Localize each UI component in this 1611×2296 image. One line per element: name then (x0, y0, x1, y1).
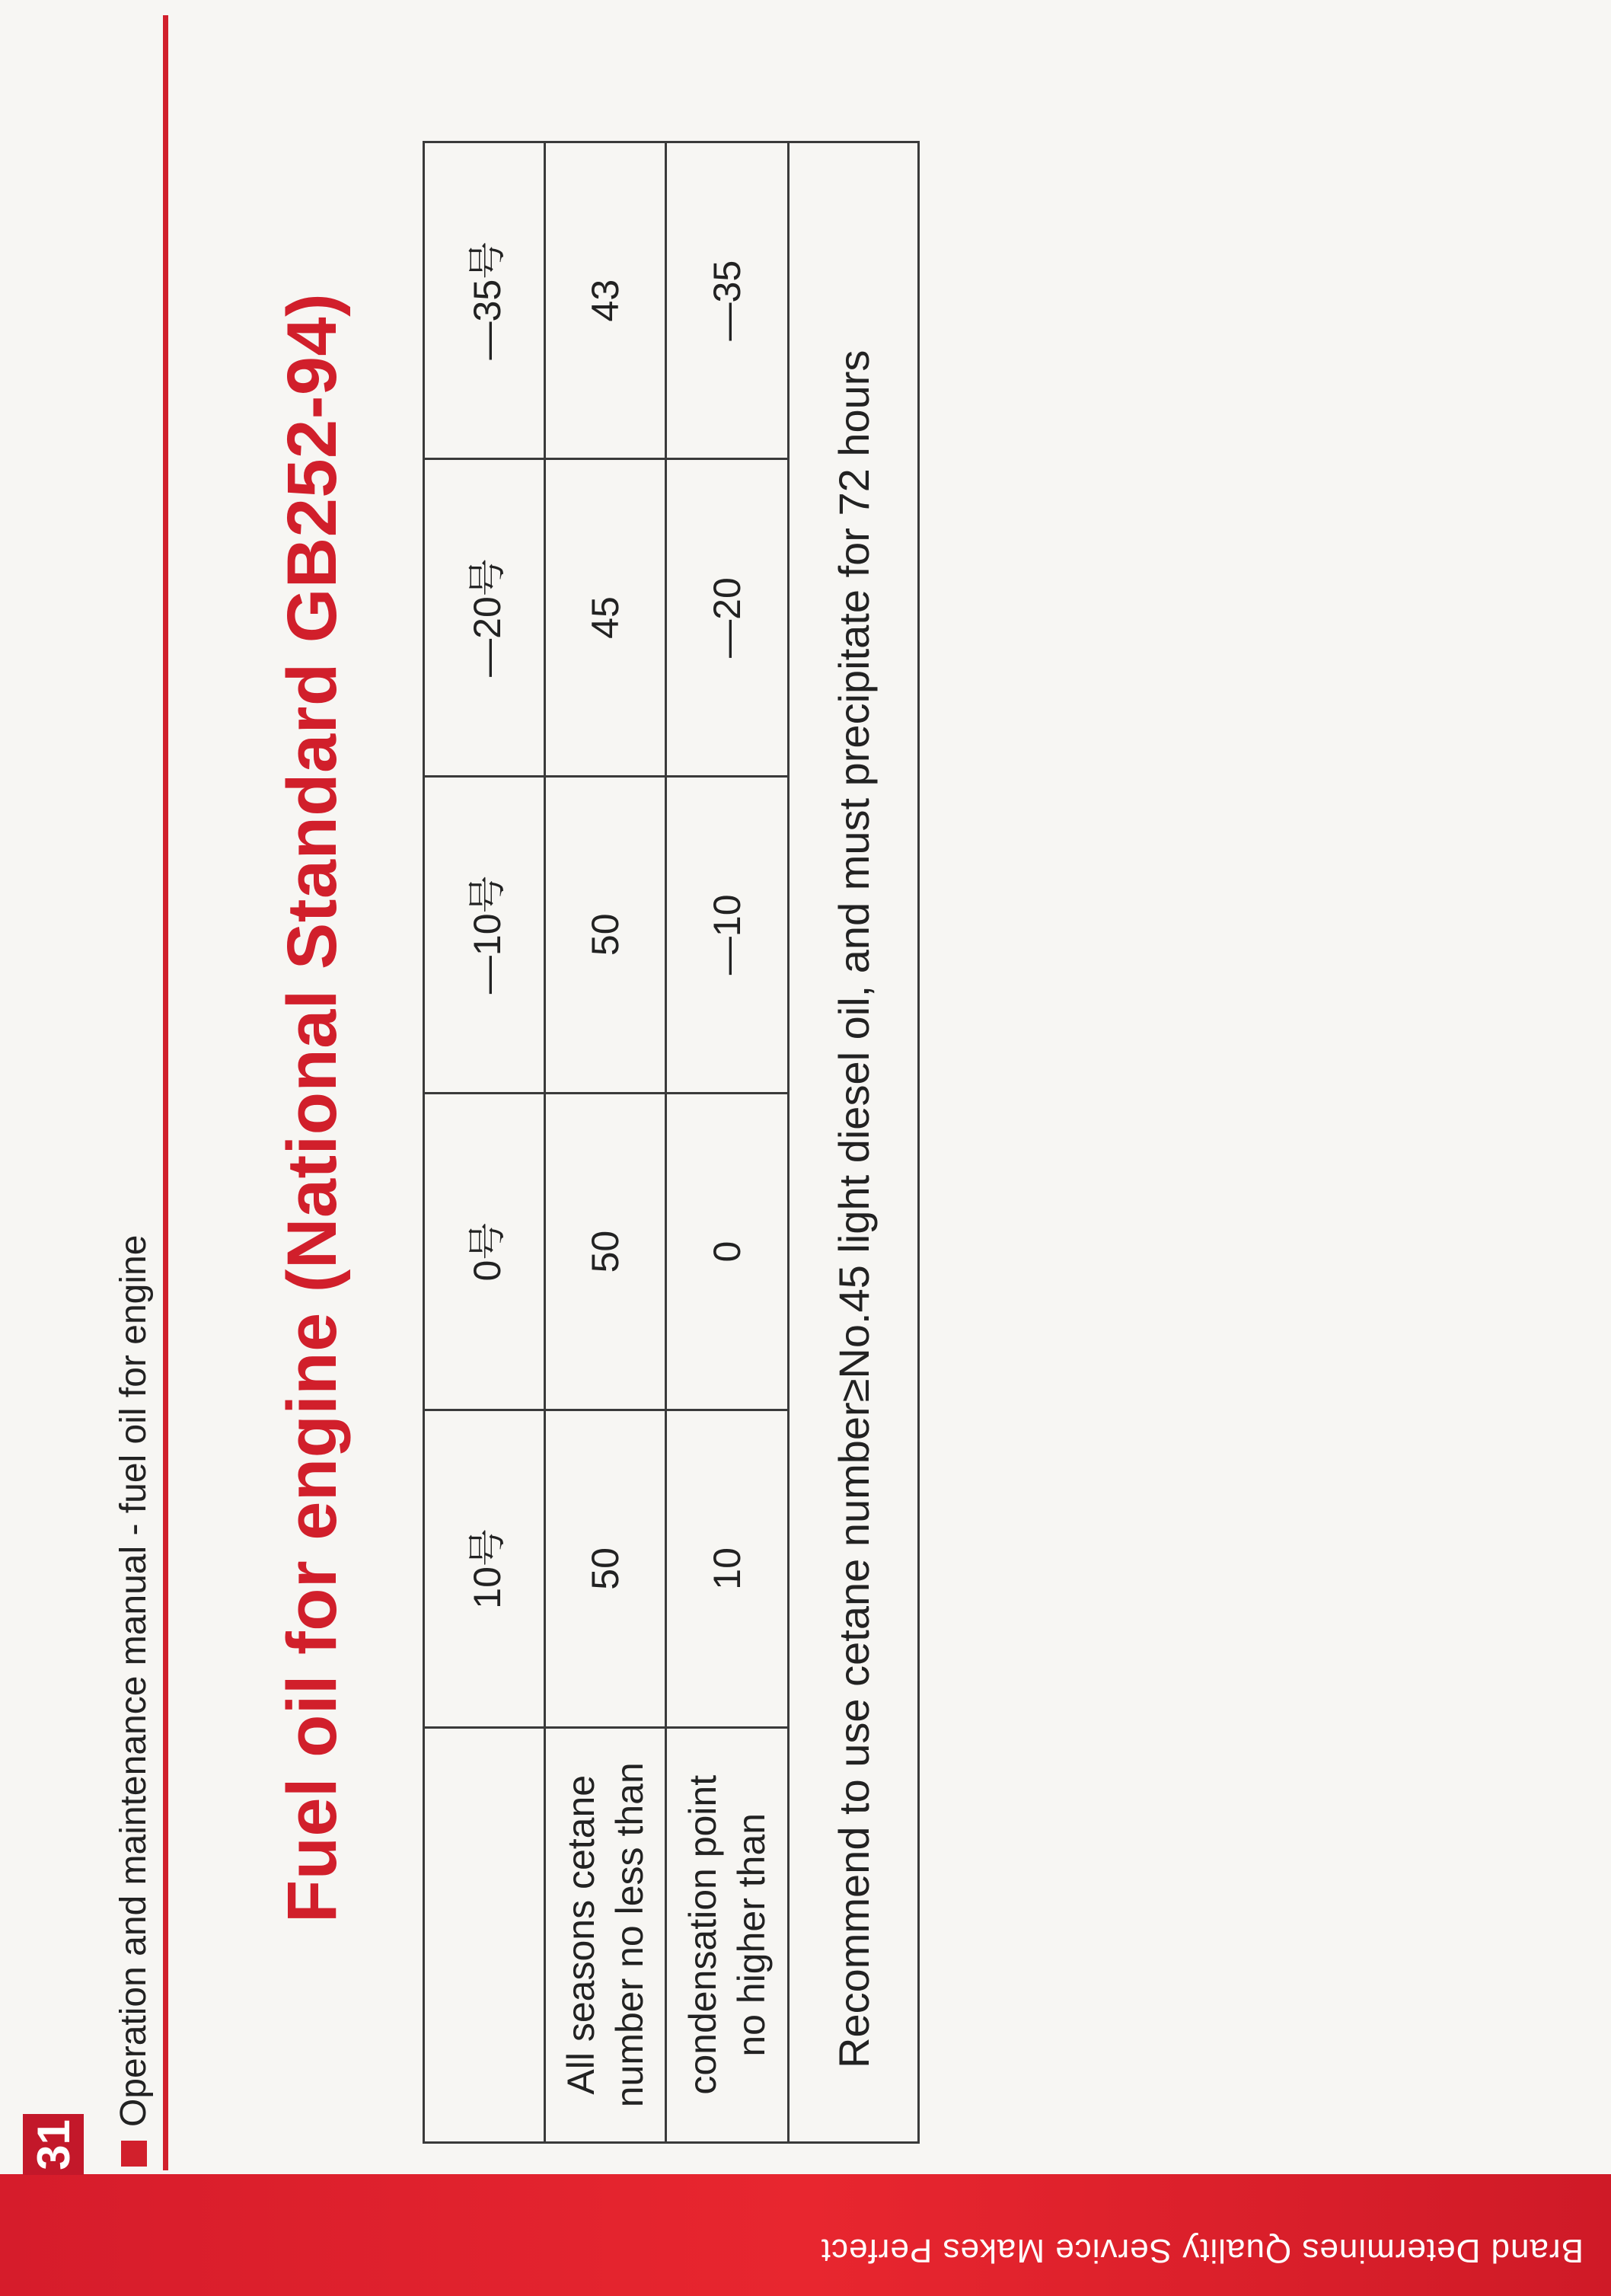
column-header: —35号 (424, 142, 545, 459)
header-marker (121, 2141, 147, 2167)
header-text: Operation and maintenance manual - fuel oil for engine (113, 1234, 154, 2127)
table-cell: —20 (666, 459, 789, 776)
fuel-spec-table (423, 141, 920, 2144)
table-cell: 50 (545, 1410, 666, 1727)
table-note-row (789, 142, 919, 2143)
table-cell: 0 (666, 1093, 789, 1410)
page-number: 31 (27, 2119, 79, 2170)
row-label-line: condensation point (681, 1774, 724, 2095)
row-label-condensation (666, 1727, 789, 2142)
column-header: 10号 (424, 1410, 545, 1727)
column-header: 0号 (424, 1093, 545, 1410)
row-label-line: All seasons cetane (560, 1774, 602, 2095)
column-header: —10号 (424, 776, 545, 1093)
row-label-line: number no less than (608, 1762, 651, 2108)
column-header: —20号 (424, 459, 545, 776)
table-cell: 50 (545, 776, 666, 1093)
table-cell: 43 (545, 142, 666, 459)
table-cell: —35 (666, 142, 789, 459)
table-row-condensation (666, 142, 789, 2143)
table-cell: 50 (545, 1093, 666, 1410)
table-cell: —10 (666, 776, 789, 1093)
table-cell: 45 (545, 459, 666, 776)
running-header (113, 1235, 155, 2167)
footer-tagline: Brand Determines Quality Service Makes Perfect (820, 2232, 1584, 2269)
table-note: Recommend to use cetane number≥No.45 light diesel oil, and must precipitate for 72 hours (789, 142, 919, 2143)
table-cell: 10 (666, 1410, 789, 1727)
page-number-badge (23, 2114, 84, 2175)
table-header-row (424, 142, 545, 2143)
page-title: Fuel oil for engine (National Standard GB252-94) (273, 292, 351, 1923)
table-row-cetane (545, 142, 666, 2143)
table-corner-cell (424, 1727, 545, 2142)
row-label-line: no higher than (730, 1812, 773, 2057)
row-label-cetane (545, 1727, 666, 2142)
